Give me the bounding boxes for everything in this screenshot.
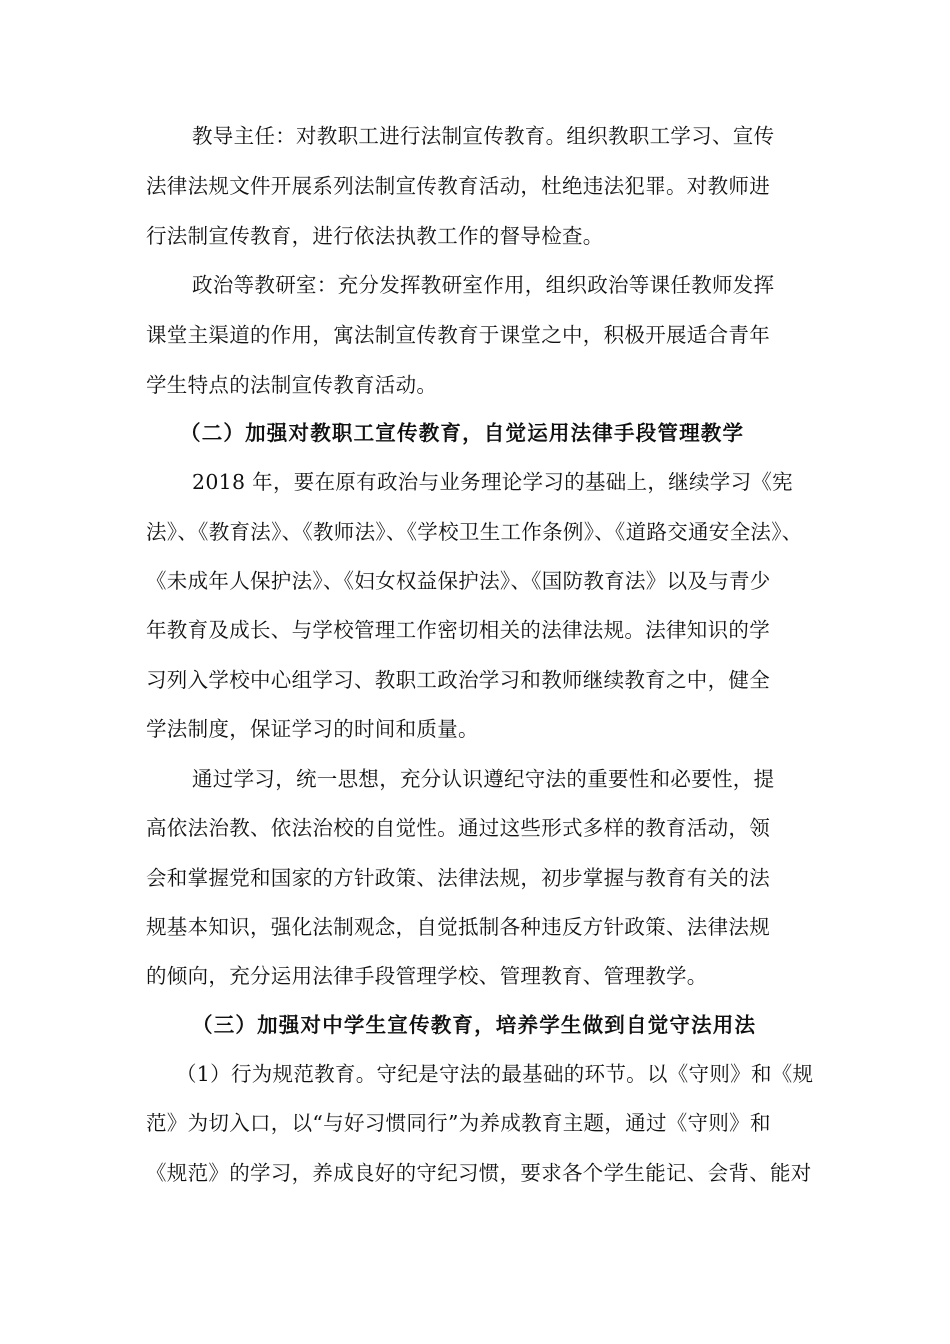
- section-heading: （二）加强对教职工宣传教育，自觉运用法律手段管理教学: [180, 421, 745, 445]
- paragraph-line: 范》为切入口，以“与好习惯同行”为养成教育主题，通过《守则》和: [146, 1111, 771, 1135]
- paragraph-line: 高依法治教、依法治校的自觉性。通过这些形式多样的教育活动，领: [146, 816, 770, 840]
- paragraph-line: 年教育及成长、与学校管理工作密切相关的法律法规。法律知识的学: [146, 618, 770, 642]
- paragraph-line: 2018 年，要在原有政治与业务理论学习的基础上，继续学习《宪: [192, 470, 793, 494]
- paragraph-line: 学法制度，保证学习的时间和质量。: [146, 717, 479, 741]
- paragraph-line: 政治等教研室：充分发挥教研室作用，组织政治等课任教师发挥: [192, 273, 775, 297]
- paragraph-line: 课堂主渠道的作用，寓法制宣传教育于课堂之中，积极开展适合青年: [146, 323, 770, 347]
- paragraph-line: 会和掌握党和国家的方针政策、法律法规，初步掌握与教育有关的法: [146, 866, 770, 890]
- paragraph-line: 行法制宣传教育，进行依法执教工作的督导检查。: [146, 224, 604, 248]
- paragraph-line: 规基本知识，强化法制观念，自觉抵制各种违反方针政策、法律法规: [146, 915, 770, 939]
- paragraph-line: 《未成年人保护法》、《妇女权益保护法》、《国防教育法》以及与青少: [146, 569, 771, 593]
- paragraph-line: 学生特点的法制宣传教育活动。: [146, 373, 438, 397]
- paragraph-line: 习列入学校中心组学习、教职工政治学习和教师继续教育之中，健全: [146, 668, 770, 692]
- section-heading: （三）加强对中学生宣传教育，培养学生做到自觉守法用法: [192, 1013, 757, 1037]
- paragraph-line: 的倾向，充分运用法律手段管理学校、管理教育、管理教学。: [146, 964, 708, 988]
- paragraph-line: 教导主任：对教职工进行法制宣传教育。组织教职工学习、宣传: [192, 124, 775, 148]
- paragraph-line: 《规范》的学习，养成良好的守纪习惯，要求各个学生能记、会背、能对: [146, 1161, 812, 1185]
- paragraph-line: 法律法规文件开展系列法制宣传教育活动，杜绝违法犯罪。对教师进: [146, 174, 770, 198]
- paragraph-line: 法》、《教育法》、《教师法》、《学校卫生工作条例》、《道路交通安全法》、: [146, 520, 803, 544]
- paragraph-line: （1）行为规范教育。守纪是守法的最基础的环节。以《守则》和《规: [176, 1062, 814, 1086]
- paragraph-line: 通过学习，统一思想，充分认识遵纪守法的重要性和必要性，提: [192, 767, 775, 791]
